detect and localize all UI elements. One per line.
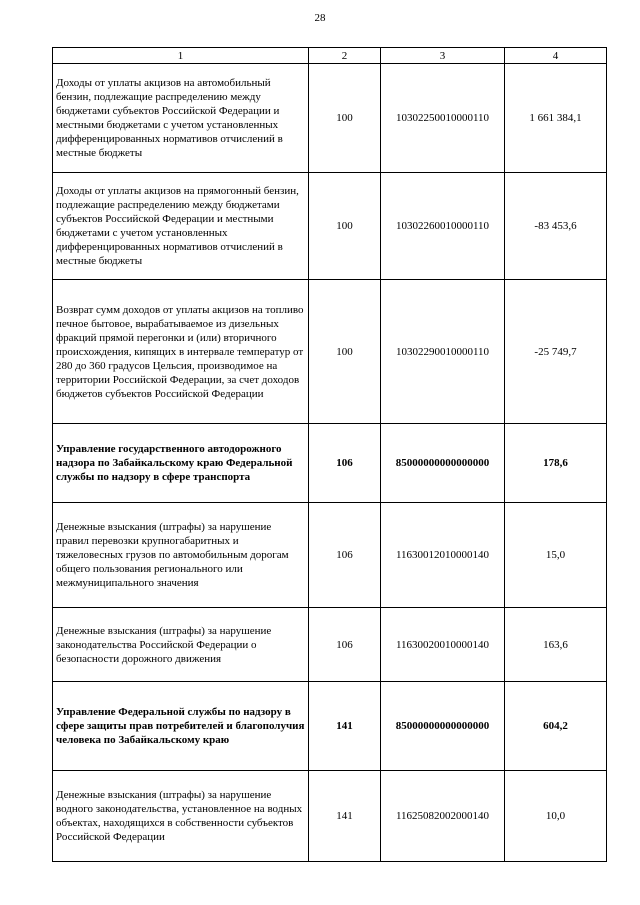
column-header-2: 2: [309, 48, 381, 64]
row-name: Денежные взыскания (штрафы) за нарушение законодательства Российской Федерации о безопасности дорожного движения: [53, 608, 309, 682]
row-code: 11625082002000140: [381, 771, 505, 862]
revenue-table: [52, 47, 607, 862]
row-admin-code: 106: [309, 503, 381, 608]
row-amount: 178,6: [505, 424, 607, 503]
table-row: [53, 173, 607, 280]
page-number: 28: [314, 12, 326, 24]
row-name: Управление государственного автодорожного надзора по Забайкальскому краю Федеральной службы по надзору в сфере транспорта: [53, 424, 309, 503]
table-row: [53, 682, 607, 771]
row-name: Денежные взыскания (штрафы) за нарушение водного законодательства, установленное на водных объектах, находящихся в собственности субъектов Российской Федерации: [53, 771, 309, 862]
row-code: 10302290010000110: [381, 280, 505, 424]
row-code: 85000000000000000: [381, 424, 505, 503]
row-amount: -83 453,6: [505, 173, 607, 280]
row-name: Доходы от уплаты акцизов на прямогонный бензин, подлежащие распределению между бюджетами субъектов Российской Федерации и местными бюджетами с учетом установленных дифференцированных нормативов отчислений в местные бюджеты: [53, 173, 309, 280]
row-amount: 604,2: [505, 682, 607, 771]
row-admin-code: 100: [309, 280, 381, 424]
row-name: Денежные взыскания (штрафы) за нарушение правил перевозки крупногабаритных и тяжеловесных грузов по автомобильным дорогам общего пользования регионального или межмуниципального значения: [53, 503, 309, 608]
row-code: 11630020010000140: [381, 608, 505, 682]
row-admin-code: 141: [309, 682, 381, 771]
row-amount: -25 749,7: [505, 280, 607, 424]
row-code: 10302260010000110: [381, 173, 505, 280]
row-amount: 1 661 384,1: [505, 64, 607, 173]
row-amount: 15,0: [505, 503, 607, 608]
column-header-3: 3: [381, 48, 505, 64]
row-admin-code: 141: [309, 771, 381, 862]
row-name: Возврат сумм доходов от уплаты акцизов на топливо печное бытовое, вырабатываемое из дизельных фракций прямой перегонки и (или) вторичного происхождения, кипящих в интервале температур от 280 до 360 градусов Цельсия, производимое на территории Российской Федерации, за счет доходов бюджетов субъектов Российской Федерации: [53, 280, 309, 424]
row-code: 85000000000000000: [381, 682, 505, 771]
row-amount: 163,6: [505, 608, 607, 682]
column-header-4: 4: [505, 48, 607, 64]
table-row: [53, 771, 607, 862]
table-row: [53, 503, 607, 608]
row-admin-code: 100: [309, 64, 381, 173]
row-code: 10302250010000110: [381, 64, 505, 173]
row-name: Доходы от уплаты акцизов на автомобильный бензин, подлежащие распределению между бюджетами субъектов Российской Федерации и местными бюджетами с учетом установленных дифференцированных нормативов отчислений в местные бюджеты: [53, 64, 309, 173]
table-header-row: [53, 48, 607, 64]
table-row: [53, 424, 607, 503]
row-admin-code: 106: [309, 424, 381, 503]
column-header-1: 1: [53, 48, 309, 64]
row-amount: 10,0: [505, 771, 607, 862]
row-admin-code: 106: [309, 608, 381, 682]
table-row: [53, 64, 607, 173]
row-code: 11630012010000140: [381, 503, 505, 608]
row-name: Управление Федеральной службы по надзору в сфере защиты прав потребителей и благополучия человека по Забайкальскому краю: [53, 682, 309, 771]
row-admin-code: 100: [309, 173, 381, 280]
table-row: [53, 608, 607, 682]
table-row: [53, 280, 607, 424]
